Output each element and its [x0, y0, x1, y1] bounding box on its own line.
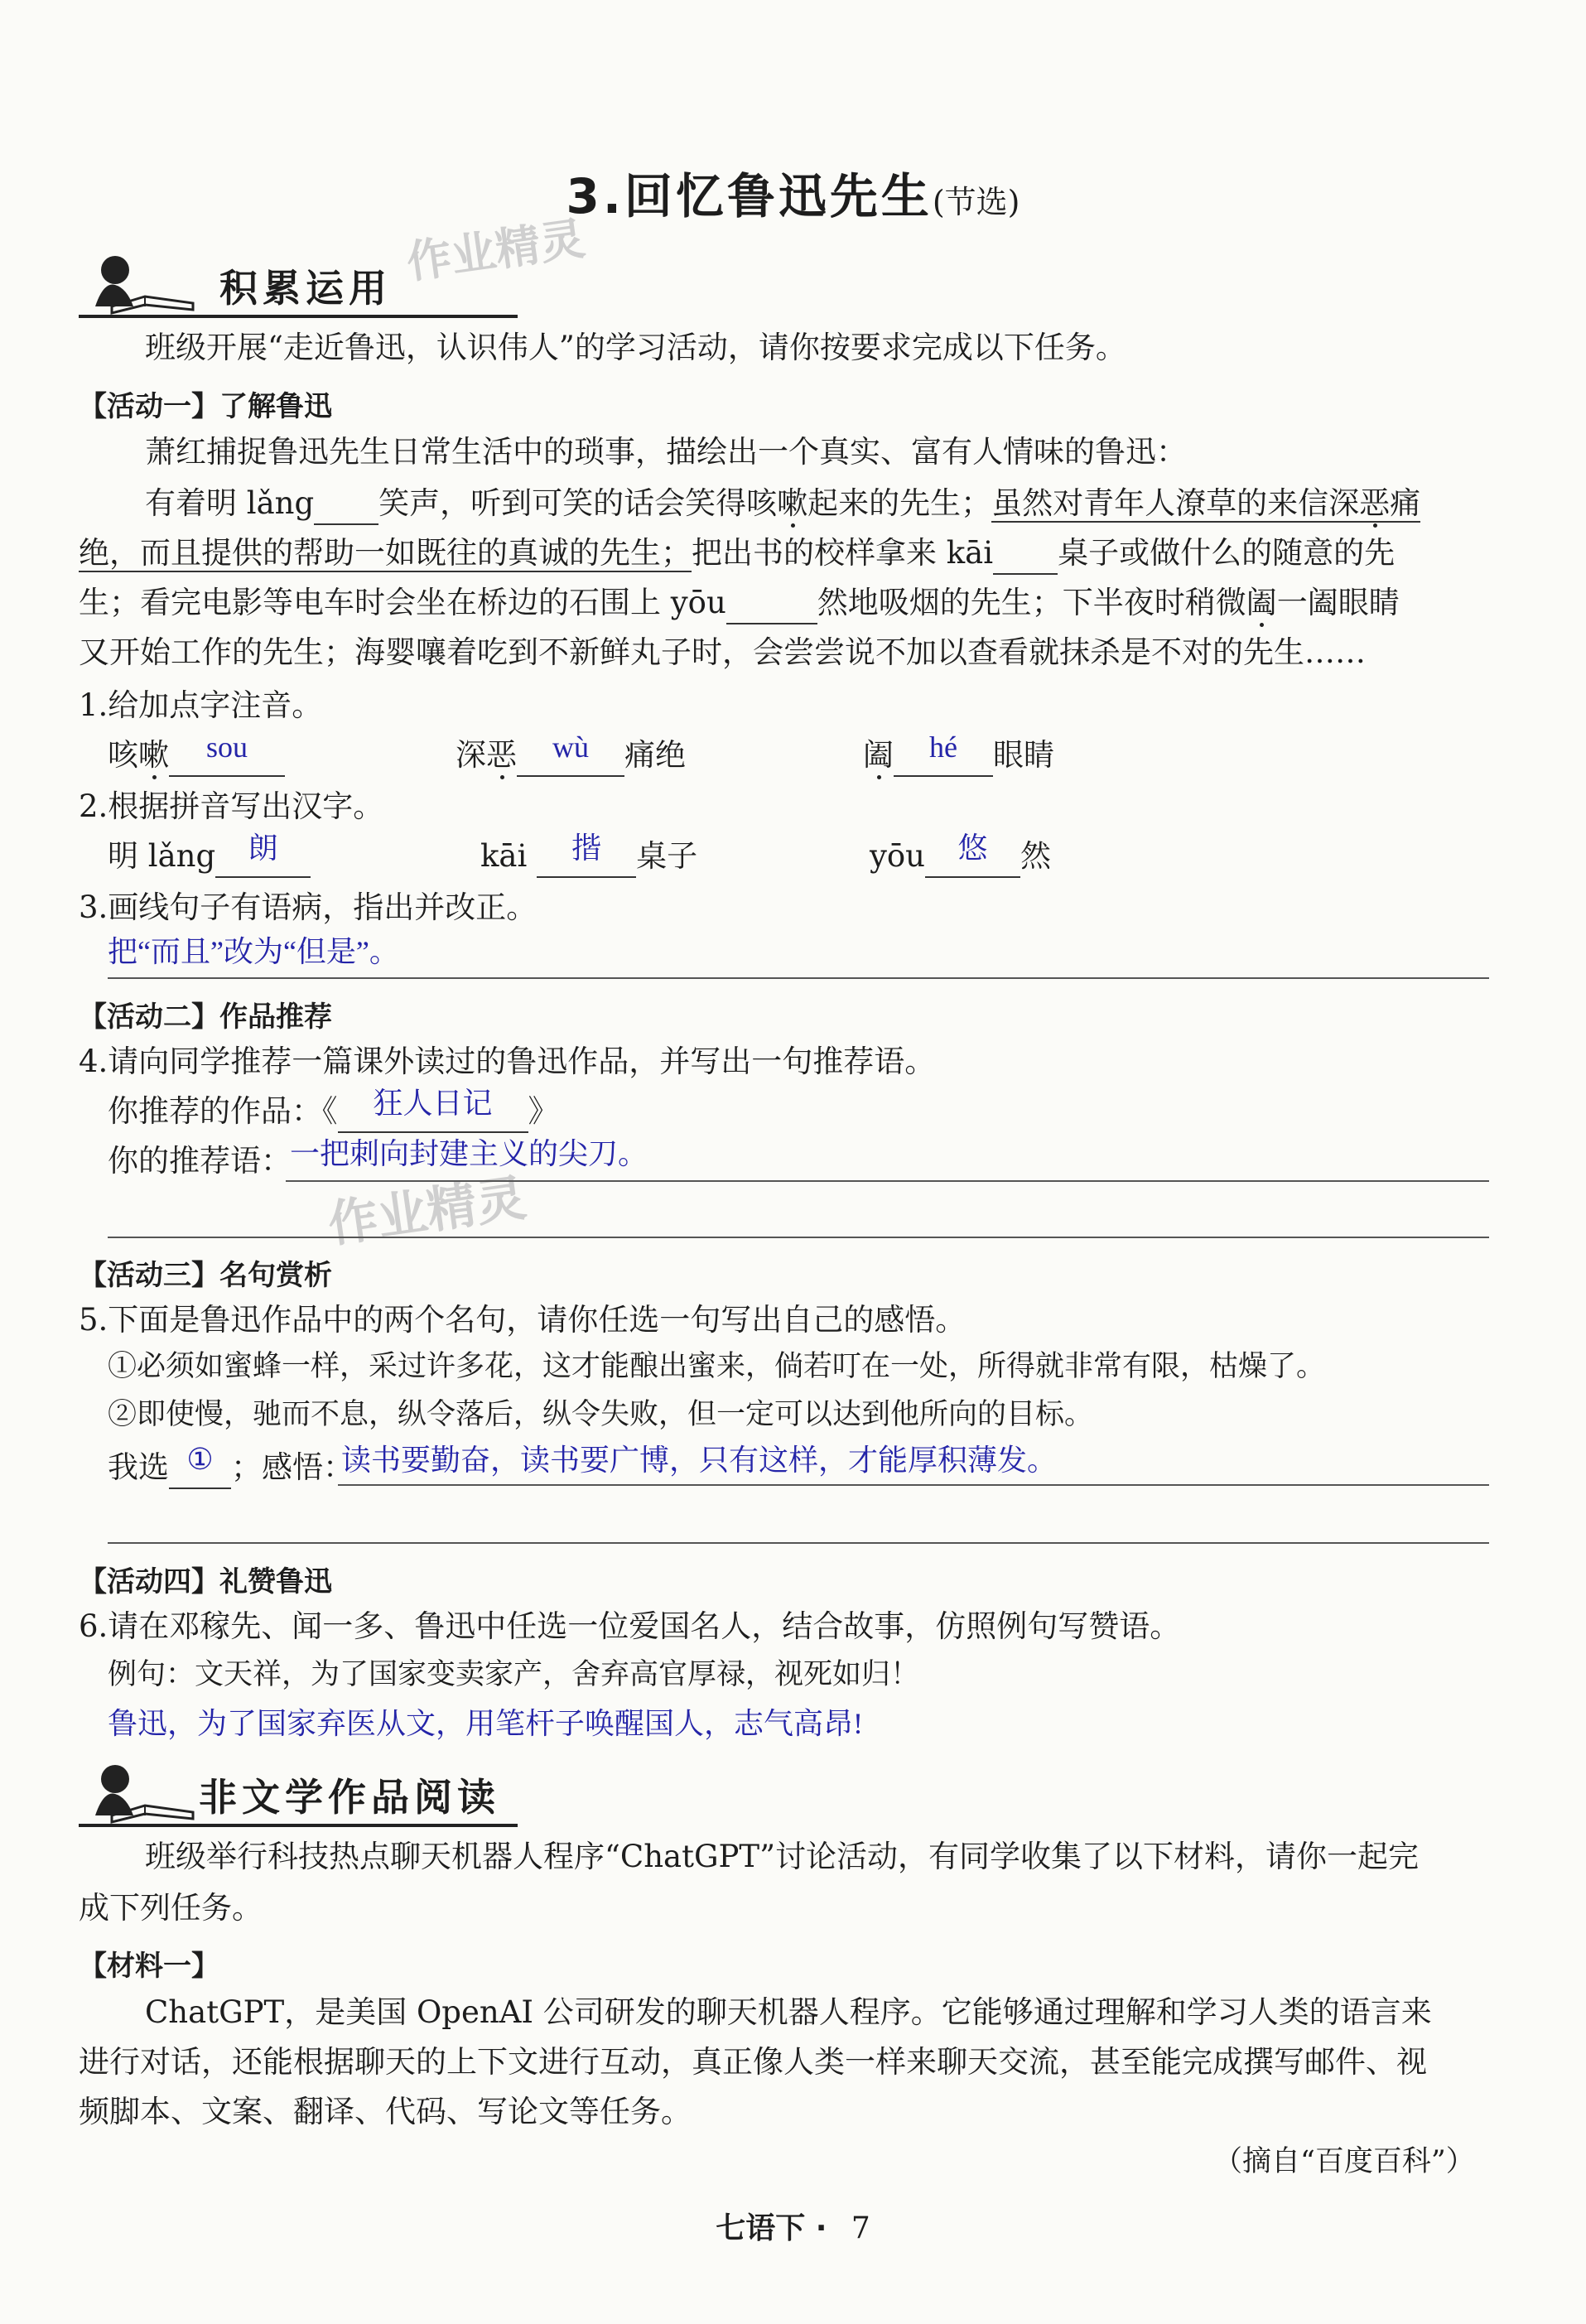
q5-choice: ① — [186, 1443, 214, 1476]
q3-answer: 把“而且”改为“但是”。 — [108, 935, 399, 968]
answer-line — [338, 1484, 1489, 1486]
material1-line2: 进行对话，还能根据聊天的上下文进行互动，真正像人类一样来聊天交流，甚至能完成撰写邮件、视 — [79, 2044, 1427, 2080]
q4-label: 4.请向同学推荐一篇课外读过的鲁迅作品，并写出一句推荐语。 — [79, 1044, 936, 1079]
section-heading-accumulate — [79, 248, 518, 318]
page-number: 7 — [851, 2211, 870, 2245]
section-heading-text: 积累运用 — [219, 266, 392, 311]
page-title — [0, 157, 1586, 227]
q5-sentence-1: ①必须如蜜蜂一样，采过许多花，这才能酿出蜜来，倘若叮在一处，所得就非常有限，枯燥了。 — [108, 1350, 1326, 1383]
watermark: 作业精灵 — [324, 1169, 530, 1255]
answer-line — [108, 1237, 1489, 1238]
q1-item: 阖 hé 眼睛 — [863, 735, 1054, 777]
q2-answer-2: 揩 — [571, 832, 602, 865]
q4-work-answer: 狂人日记 — [373, 1087, 493, 1120]
answer-line — [108, 977, 1489, 979]
q2-item: 明 lǎng 朗 — [108, 837, 311, 878]
section1-intro: 班级开展“走近鲁迅，认识伟人”的学习活动，请你按要求完成以下任务。 — [145, 330, 1126, 365]
material1-line1: ChatGPT，是美国 OpenAI 公司研发的聊天机器人程序。它能够通过理解和学习人类的语言来 — [145, 1994, 1432, 2030]
q4-rec-row: 你的推荐语： — [108, 1143, 292, 1179]
q6-answer: 鲁迅，为了国家弃医从文，用笔杆子唤醒国人，志气高昂! — [108, 1707, 863, 1740]
q1-answer-3: hé — [929, 730, 957, 764]
footer-label: 七语下 · — [716, 2211, 827, 2245]
material1-line3: 频脚本、文案、翻译、代码、写论文等任务。 — [79, 2094, 692, 2129]
q2-answer-1: 朗 — [248, 832, 278, 865]
q2-item: kāi 揩 桌子 — [480, 837, 697, 878]
q1-answer-2: wù — [552, 730, 589, 764]
section2-intro-line1: 班级举行科技热点聊天机器人程序“ChatGPT”讨论活动，有同学收集了以下材料，请你一起完 — [145, 1839, 1420, 1874]
activity1-para1: 萧红捕捉鲁迅先生日常生活中的琐事，描绘出一个真实、富有人情味的鲁迅： — [145, 434, 1187, 470]
q1-item: 深恶 wù 痛绝 — [456, 735, 686, 777]
activity4-label: 【活动四】礼赞鲁迅 — [79, 1565, 332, 1598]
activity1-para-line4: 生；看完电影等电车时会坐在桥边的石围上 yōu 然地吸烟的先生；下半夜时稍微阖一阖眼睛 — [79, 583, 1400, 624]
q5-label: 5.下面是鲁迅作品中的两个名句，请你任选一句写出自己的感悟。 — [79, 1302, 967, 1338]
q5-feeling: 读书要勤奋，读书要广博，只有这样，才能厚积薄发。 — [341, 1444, 1058, 1477]
section-heading-text: 非文学作品阅读 — [199, 1775, 500, 1820]
q2-label: 2.根据拼音写出汉字。 — [79, 788, 384, 824]
q5-answer-row: 我选 ① ；感悟： — [108, 1448, 354, 1489]
watermark: 作业精灵 — [403, 212, 588, 289]
activity1-para-line2: 有着明 lǎng 笑声，听到可笑的话会笑得咳嗽起来的先生；虽然对青年人潦草的来信深恶痛 — [145, 484, 1420, 525]
section2-intro-line2: 成下列任务。 — [79, 1890, 263, 1926]
q5-sentence-2: ②即使慢，驰而不息，纵令落后，纵令失败，但一定可以达到他所向的目标。 — [108, 1398, 1094, 1431]
answer-line — [286, 1180, 1489, 1182]
q1-label: 1.给加点字注音。 — [79, 687, 323, 723]
page-footer — [0, 2205, 1586, 2247]
section-heading-nonliterary — [79, 1757, 518, 1827]
material1-label: 【材料一】 — [79, 1950, 219, 1983]
q4-work-row: 你推荐的作品：《 狂人日记 》 — [108, 1092, 559, 1133]
q1-answer-1: sou — [205, 730, 248, 764]
activity2-label: 【活动二】作品推荐 — [79, 1000, 332, 1034]
q3-label: 3.画线句子有语病，指出并改正。 — [79, 890, 538, 925]
activity1-para-line3: 绝，而且提供的帮助一如既往的真诚的先生；把出书的校样拿来 kāi 桌子或做什么的随意的先 — [79, 533, 1395, 575]
reading-person-icon — [79, 1757, 195, 1827]
q6-example: 例句：文天祥，为了国家变卖家产，舍弃高官厚禄，视死如归！ — [108, 1658, 920, 1691]
q2-answer-3: 悠 — [957, 832, 988, 865]
material1-source: （摘自“百度百科”） — [1213, 2145, 1475, 2178]
q4-rec-answer: 一把刺向封建主义的尖刀。 — [290, 1137, 648, 1170]
title-sub: (节选) — [932, 184, 1020, 220]
answer-line — [108, 1542, 1489, 1544]
activity1-para-line5: 又开始工作的先生；海婴嚷着吃到不新鲜丸子时，会尝尝说不加以查看就抹杀是不对的先生…… — [79, 634, 1366, 670]
q1-item: 咳嗽 sou — [108, 735, 285, 777]
q2-item: yōu 悠 然 — [870, 837, 1051, 878]
reading-person-icon — [79, 248, 195, 318]
q6-label: 6.请在邓稼先、闻一多、鲁迅中任选一位爱国名人，结合故事，仿照例句写赞语。 — [79, 1608, 1181, 1644]
activity1-label: 【活动一】了解鲁迅 — [79, 390, 332, 423]
activity3-label: 【活动三】名句赏析 — [79, 1259, 332, 1292]
title-main: 3.回忆鲁迅先生 — [566, 168, 933, 224]
